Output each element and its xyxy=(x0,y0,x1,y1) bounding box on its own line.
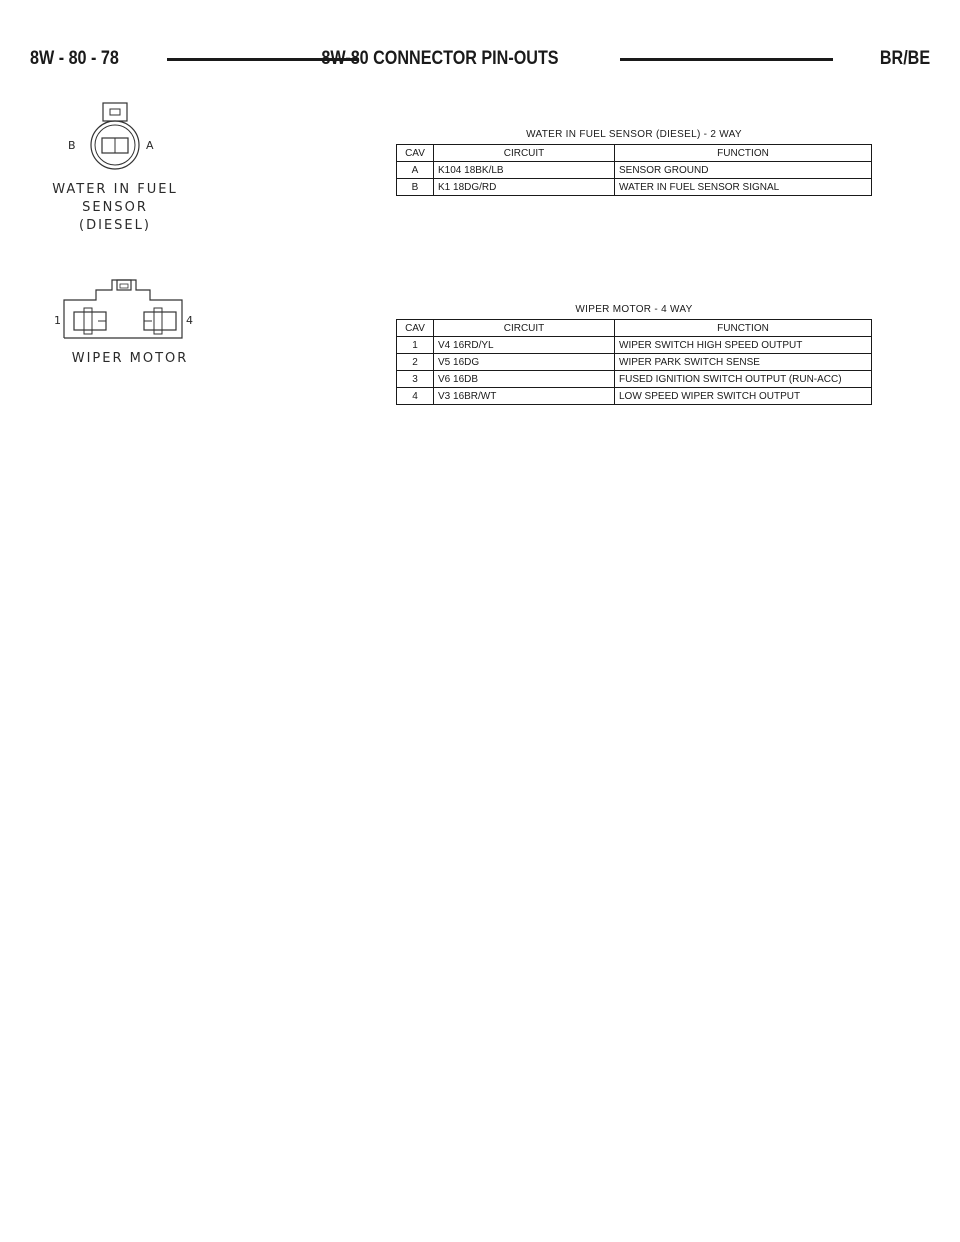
cell-circuit: K104 18BK/LB xyxy=(434,162,615,179)
water-in-fuel-pinout-table xyxy=(396,144,872,196)
table-header-row xyxy=(397,145,872,162)
header-function: FUNCTION xyxy=(615,145,872,162)
table-row xyxy=(397,354,872,371)
water-in-fuel-sensor-label: WATER IN FUEL SENSOR (DIESEL) xyxy=(52,182,178,233)
page-header xyxy=(30,44,930,74)
cell-circuit: V6 16DB xyxy=(434,371,615,388)
table-header-row xyxy=(397,320,872,337)
wiper-motor-connector-drawing xyxy=(50,278,210,348)
wiper-motor-pinout-table xyxy=(396,319,872,405)
cell-cav: 4 xyxy=(397,388,434,405)
water-in-fuel-sensor-connector xyxy=(40,95,190,245)
pin-label-a: A xyxy=(146,139,154,152)
header-function: FUNCTION xyxy=(615,320,872,337)
wiper-motor-connector xyxy=(50,278,210,378)
cell-function: WIPER SWITCH HIGH SPEED OUTPUT xyxy=(615,337,872,354)
cell-cav: 2 xyxy=(397,354,434,371)
cell-circuit: V4 16RD/YL xyxy=(434,337,615,354)
cell-function: WIPER PARK SWITCH SENSE xyxy=(615,354,872,371)
cell-function: LOW SPEED WIPER SWITCH OUTPUT xyxy=(615,388,872,405)
pin-label-4: 4 xyxy=(186,314,193,327)
cell-circuit: K1 18DG/RD xyxy=(434,179,615,196)
cell-cav: 3 xyxy=(397,371,434,388)
cell-function: FUSED IGNITION SWITCH OUTPUT (RUN-ACC) xyxy=(615,371,872,388)
table-row xyxy=(397,162,872,179)
wiper-motor-table-title: WIPER MOTOR - 4 WAY xyxy=(575,304,693,315)
cell-cav: A xyxy=(397,162,434,179)
wiper-motor-label: WIPER MOTOR xyxy=(71,351,189,366)
cell-cav: B xyxy=(397,179,434,196)
header-rule-right xyxy=(620,58,833,61)
table-row xyxy=(397,337,872,354)
table-row xyxy=(397,179,872,196)
header-cav: CAV xyxy=(397,145,434,162)
header-circuit: CIRCUIT xyxy=(434,145,615,162)
table-row xyxy=(397,388,872,405)
pin-label-1: 1 xyxy=(54,314,61,327)
water-in-fuel-table-title: WATER IN FUEL SENSOR (DIESEL) - 2 WAY xyxy=(526,129,742,140)
header-cav: CAV xyxy=(397,320,434,337)
cell-circuit: V5 16DG xyxy=(434,354,615,371)
pin-label-b: B xyxy=(68,139,76,152)
table-row xyxy=(397,371,872,388)
section-title: 8W-80 CONNECTOR PIN-OUTS xyxy=(321,48,559,69)
cell-circuit: V3 16BR/WT xyxy=(434,388,615,405)
model-code: BR/BE xyxy=(879,48,930,69)
water-in-fuel-sensor-connector-drawing xyxy=(40,95,190,175)
cell-cav: 1 xyxy=(397,337,434,354)
cell-function: WATER IN FUEL SENSOR SIGNAL xyxy=(615,179,872,196)
page-number: 8W - 80 - 78 xyxy=(30,48,119,69)
cell-function: SENSOR GROUND xyxy=(615,162,872,179)
header-circuit: CIRCUIT xyxy=(434,320,615,337)
